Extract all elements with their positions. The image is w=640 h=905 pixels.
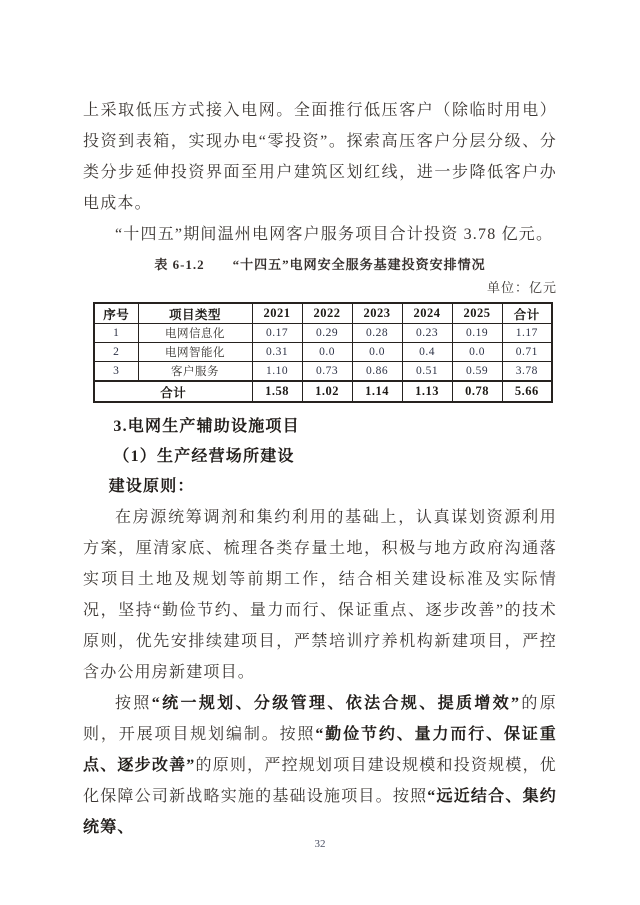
- table-cell-value: 0.0: [452, 343, 502, 362]
- table-footer-label: 合计: [94, 381, 252, 402]
- table-header-cell: 2025: [452, 303, 502, 324]
- table-header-cell: 序号: [94, 303, 138, 324]
- paragraph-text: 按照: [115, 695, 152, 712]
- table-header-cell: 项目类型: [138, 303, 252, 324]
- table-cell-label: 3: [94, 362, 138, 382]
- table-cell-value: 0.29: [302, 324, 352, 343]
- table-footer-value: 1.14: [352, 381, 402, 402]
- table-header-cell: 2022: [302, 303, 352, 324]
- table-cell-value: 3.78: [502, 362, 552, 382]
- heading-subsection-1: （1）生产经营场所建设: [113, 448, 295, 465]
- page-number: 32: [314, 838, 326, 850]
- table-row: [94, 324, 552, 343]
- table-footer-value: 1.02: [302, 381, 352, 402]
- table-header-cell: 2024: [402, 303, 452, 324]
- table-cell-value: 0.71: [502, 343, 552, 362]
- table-caption: 表 6-1.2 “十四五”电网安全服务基建投资安排情况: [154, 257, 486, 272]
- table-header-cell: 2023: [352, 303, 402, 324]
- table-cell-value: 0.17: [252, 324, 302, 343]
- table-cell-value: 0.19: [452, 324, 502, 343]
- table-footer-value: 5.66: [502, 381, 552, 402]
- table-cell-value: 0.23: [402, 324, 452, 343]
- table-cell-label: 电网信息化: [138, 324, 252, 343]
- table-cell-value: 1.10: [252, 362, 302, 382]
- heading-construction-principles: 建设原则：: [108, 478, 195, 495]
- table-header-row: [94, 303, 552, 324]
- table-cell-value: 1.17: [502, 324, 552, 343]
- table-cell-value: 0.0: [302, 343, 352, 362]
- table-cell-label: 电网智能化: [138, 343, 252, 362]
- paragraph-planning-principles: [83, 688, 557, 843]
- paragraph-text: 的原则，开展项目规划编制。按照: [83, 695, 557, 743]
- paragraph-low-voltage-access: 上采取低压方式接入电网。全面推行低压客户（除临时用电）投资到表箱，实现办电“零投资”。探索高压客户分层分级、分类分步延伸投资界面至用户建筑区划红线，进一步降低客户办电成本。: [83, 102, 557, 212]
- investment-table: [93, 302, 553, 403]
- table-cell-value: 0.59: [452, 362, 502, 382]
- table-cell-value: 0.31: [252, 343, 302, 362]
- emphasized-principle-text: “远近结合、集约统筹、: [83, 788, 557, 836]
- table-footer-value: 1.58: [252, 381, 302, 402]
- paragraph-construction-principles: 在房源统筹调剂和集约利用的基础上，认真谋划资源利用方案，厘清家底、梳理各类存量土地，积极与地方政府沟通落实项目土地及规划等前期工作，结合相关建设标准及实际情况，坚持“勤俭节约、量力而行、保证重点、逐步改善”的技术原则，优先安排续建项目，严禁培训疗养机构新建项目，严控含办公用房新建项目。: [83, 509, 557, 681]
- paragraph-text: 的原则，严控规划项目建设规模和投资规模，优化保障公司新战略实施的基础设施项目。按照: [83, 757, 558, 805]
- table-cell-value: 0.28: [352, 324, 402, 343]
- emphasized-principle-text: “统一规划、分级管理、依法合规、提质增效”: [151, 695, 521, 712]
- table-cell-label: 2: [94, 343, 138, 362]
- table-cell-value: 0.86: [352, 362, 402, 382]
- table-cell-value: 0.73: [302, 362, 352, 382]
- table-cell-label: 客户服务: [138, 362, 252, 382]
- table-row: [94, 362, 552, 382]
- table-footer-value: 1.13: [402, 381, 452, 402]
- table-footer-value: 0.78: [452, 381, 502, 402]
- table-footer-row: [94, 381, 552, 402]
- table-row: [94, 343, 552, 362]
- table-header-cell: 合计: [502, 303, 552, 324]
- paragraph-investment-total: “十四五”期间温州电网客户服务项目合计投资 3.78 亿元。: [115, 226, 554, 243]
- table-header-cell: 2021: [252, 303, 302, 324]
- heading-section-3: 3.电网生产辅助设施项目: [113, 418, 300, 435]
- table-cell-value: 0.0: [352, 343, 402, 362]
- emphasized-principle-text: “勤俭节约、量力而行、保证重点、逐步改善”: [83, 726, 557, 774]
- table-cell-label: 1: [94, 324, 138, 343]
- table-cell-value: 0.51: [402, 362, 452, 382]
- table-cell-value: 0.4: [402, 343, 452, 362]
- table-unit-label: 单位：亿元: [486, 280, 557, 295]
- page-content: [83, 95, 557, 843]
